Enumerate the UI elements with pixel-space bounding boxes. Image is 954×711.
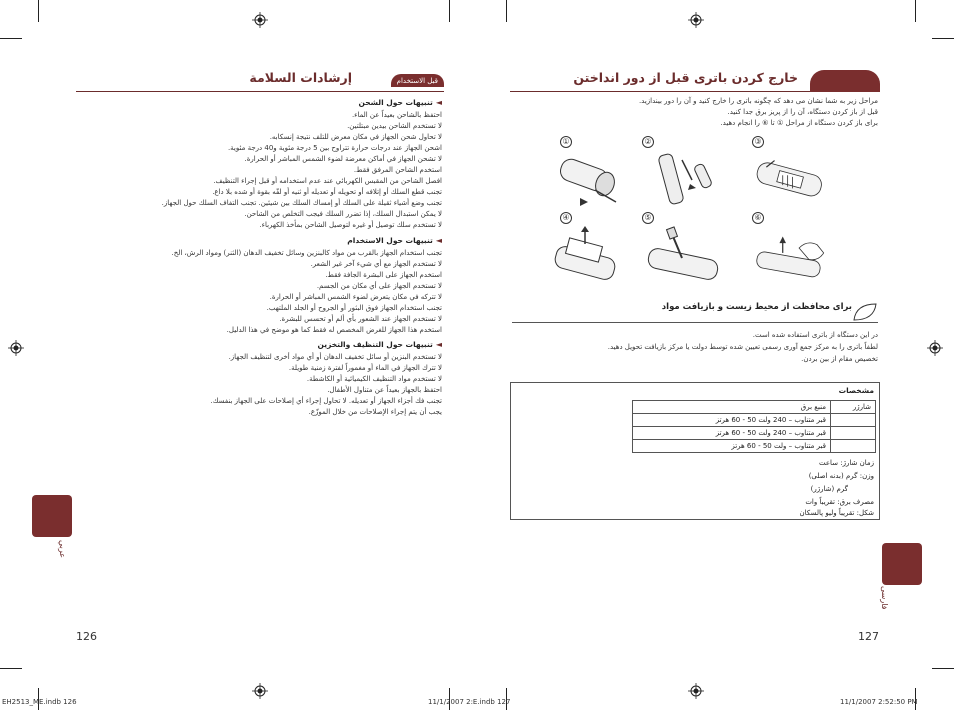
spec-row: شکل: تقریباً ولیو پالسکان: [799, 509, 874, 517]
triangle-bullet-icon: ◄: [435, 236, 442, 245]
left-page-header: [76, 70, 444, 92]
step-number-6: ⑥: [752, 212, 764, 224]
text-line: لا تترك الجهاز في الماء أو مغموراً لفترة زمنية طويلة.: [288, 364, 442, 372]
text-line: لا تتركه في مكان يتعرض لضوء الشمس المباشر أو الحرارة.: [269, 293, 442, 301]
text-line: قبل از باز کردن دستگاه، آن را از پریز برق جدا کنید.: [727, 108, 878, 116]
section-title: ◄تنبيهات حول الاستخدام: [347, 236, 442, 245]
page-number: 126: [76, 630, 97, 643]
step-number-3: ③: [752, 136, 764, 148]
text-line: برای باز کردن دستگاه از مراحل ① تا ⑥ را انجام دهید.: [720, 119, 878, 127]
eco-section-title: برای محافظت از محیط زیست و بازیافت مواد: [661, 302, 852, 312]
footer-file-info: EH2513_ME.indb 126: [2, 698, 77, 706]
language-label: فارسی: [880, 586, 889, 610]
text-line: مراحل زیر به شما نشان می دهد که چگونه باتری را خارج کنید و آن را دور بیندازید.: [638, 97, 878, 105]
triangle-bullet-icon: ◄: [435, 340, 442, 349]
text-line: لا يمكن استبدال السلك، إذا تضرر السلك فيجب التخلص من الشاحن.: [244, 210, 442, 218]
section-tab-badge: قبل الاستخدام: [391, 74, 444, 87]
crop-mark: [0, 668, 22, 669]
registration-mark-icon: [688, 12, 704, 28]
table-header-cell: شارژر: [830, 401, 875, 414]
text-line: تجنب وضع أشياء ثقيلة على السلك أو إمساك السلك بين شيئين. تجنب التفاف السلك حول الجهاز.: [161, 199, 442, 207]
spec-row: گرم (شارژر): [810, 485, 848, 493]
spec-row: زمان شارژ: ساعت: [818, 459, 874, 467]
registration-mark-icon: [252, 683, 268, 699]
text-line: لا تشحن الجهاز في أماكن معرضة لضوء الشمس المباشر أو الحرارة.: [244, 155, 442, 163]
language-label: عربي: [58, 540, 67, 559]
crop-mark: [915, 0, 916, 22]
step-1-illustration: [550, 150, 640, 212]
crop-mark: [932, 668, 954, 669]
text-line: افصل الشاحن من المقبس الكهربائي عند عدم استخدامه أو قبل إجراء التنظيف.: [213, 177, 442, 185]
text-line: در این دستگاه از باتری استفاده شده است.: [752, 331, 878, 339]
text-line: لا تستخدم سلك توصيل أو غيره لتوصيل الشاحن بمأخذ الكهرباء.: [259, 221, 442, 229]
header-tab-shape: [810, 70, 880, 92]
text-line: لا تحاول شحن الجهاز في مكان معرض للتلف نتيجة إنسكابه.: [269, 133, 442, 141]
step-6-illustration: [750, 226, 840, 288]
language-side-tab: [882, 543, 922, 585]
triangle-bullet-icon: ◄: [435, 98, 442, 107]
leaf-recycle-icon: [850, 300, 880, 322]
text-line: لا تستخدم البنزين أو سائل تخفيف الدهان أو أي مواد أخرى لتنظيف الجهاز.: [228, 353, 442, 361]
table-cell: قبر متناوب – 240 ولت 50 - 60 هرتز: [633, 427, 831, 440]
spec-row: مصرف برق: تقریباً وات: [805, 498, 874, 506]
footer-file-info: 11/1/2007 2:E.indb 127: [428, 698, 511, 706]
text-line: احتفظ بالشاحن بعيداً عن الماء.: [351, 111, 442, 119]
text-line: استخدم الجهاز على البشرة الجافة فقط.: [325, 271, 442, 279]
registration-mark-icon: [688, 683, 704, 699]
table-cell: [830, 414, 875, 427]
divider: [512, 322, 878, 323]
text-line: تجنب استخدام الجهاز بالقرب من مواد كالبنزين وسائل تخفيف الدهان (الثنر) ومواد الرش، الخ.: [171, 249, 442, 257]
text-line: اشحن الجهاز عند درجات حرارة تتراوح بين 5 درجة مئوية و40 درجة مئوية.: [227, 144, 442, 152]
spec-row: وزن: گرم (بدنه اصلی): [808, 472, 874, 480]
crop-mark: [506, 0, 507, 22]
crop-mark: [38, 0, 39, 22]
section-title: ◄تنبيهات حول الشحن: [358, 98, 442, 107]
page-number: 127: [858, 630, 879, 643]
text-line: تجنب استخدام الجهاز فوق البثور أو الجروح أو الجلد الملتهب.: [266, 304, 442, 312]
text-line: لا تستخدم الشاحن بيدين مبتلتين.: [347, 122, 442, 130]
text-line: لا تستخدم الجهاز مع أي شيء آخر غير الشعر.: [310, 260, 442, 268]
crop-mark: [932, 38, 954, 39]
crop-mark: [449, 0, 450, 22]
text-line: يجب أن يتم إجراء الإصلاحات من خلال الموزّع.: [308, 408, 442, 416]
text-line: احتفظ بالجهاز بعيداً عن متناول الأطفال.: [327, 386, 442, 394]
step-number-5: ⑤: [642, 212, 654, 224]
specifications-table: [632, 400, 876, 453]
step-2-illustration: [642, 150, 732, 212]
page-title: إرشادات السلامة: [249, 70, 352, 85]
table-cell: [830, 427, 875, 440]
step-5-illustration: [642, 226, 732, 288]
step-number-2: ②: [642, 136, 654, 148]
intro-text: [520, 96, 878, 136]
table-row: [633, 401, 876, 414]
table-cell: [830, 440, 875, 453]
table-row: [633, 414, 876, 427]
table-cell: قبر متناوب – ولت 50 - 60 هرتز: [633, 440, 831, 453]
specifications-title: مشخصات: [838, 386, 874, 395]
registration-mark-icon: [252, 12, 268, 28]
step-4-illustration: [545, 226, 635, 288]
step-number-1: ①: [560, 136, 572, 148]
table-row: [633, 427, 876, 440]
text-line: استخدم هذا الجهاز للغرض المخصص له فقط كما هو موضح في هذا الدليل.: [226, 326, 442, 334]
safety-text-column: [90, 98, 442, 498]
eco-text: [512, 330, 878, 366]
text-line: تجنب فك أجزاء الجهاز أو تعديله. لا تحاول إجراء أي إصلاحات على الجهاز بنفسك.: [210, 397, 442, 405]
table-row: [633, 440, 876, 453]
footer-timestamp: 11/1/2007 2:52:50 PM: [840, 698, 918, 706]
text-line: لا تستخدم الجهاز على أي مكان من الجسم.: [316, 282, 442, 290]
step-number-4: ④: [560, 212, 572, 224]
registration-mark-icon: [8, 340, 24, 356]
table-cell: قبر متناوب – 240 ولت 50 - 60 هرتز: [633, 414, 831, 427]
text-line: تجنب قطع السلك أو إتلافه أو تحويله أو تعديله أو ثنيه أو لفّه بقوة أو شده بلا داع.: [212, 188, 442, 196]
table-header-cell: منبع برق: [633, 401, 831, 414]
text-line: لا تستخدم الجهاز عند الشعور بأي ألم أو تحسس للبشرة.: [279, 315, 442, 323]
language-side-tab: [32, 495, 72, 537]
text-line: تخصیص مقام از بین بردن.: [801, 355, 878, 363]
crop-mark: [0, 38, 22, 39]
right-page-header: [510, 70, 880, 92]
text-line: استخدم الشاحن المرفق فقط.: [353, 166, 442, 174]
page-title: خارج کردن باتری قبل از دور انداختن: [573, 70, 798, 85]
text-line: لطفاً باتری را به مرکز جمع آوری رسمی تعیین شده توسط دولت یا مرکز بازیافت تحویل دهید.: [607, 343, 878, 351]
text-line: لا تستخدم مواد التنظيف الكيميائية أو الكاشطة.: [306, 375, 442, 383]
section-title: ◄تنبيهات حول التنظيف والتخزين: [317, 340, 442, 349]
registration-mark-icon: [927, 340, 943, 356]
step-3-illustration: [750, 150, 840, 212]
